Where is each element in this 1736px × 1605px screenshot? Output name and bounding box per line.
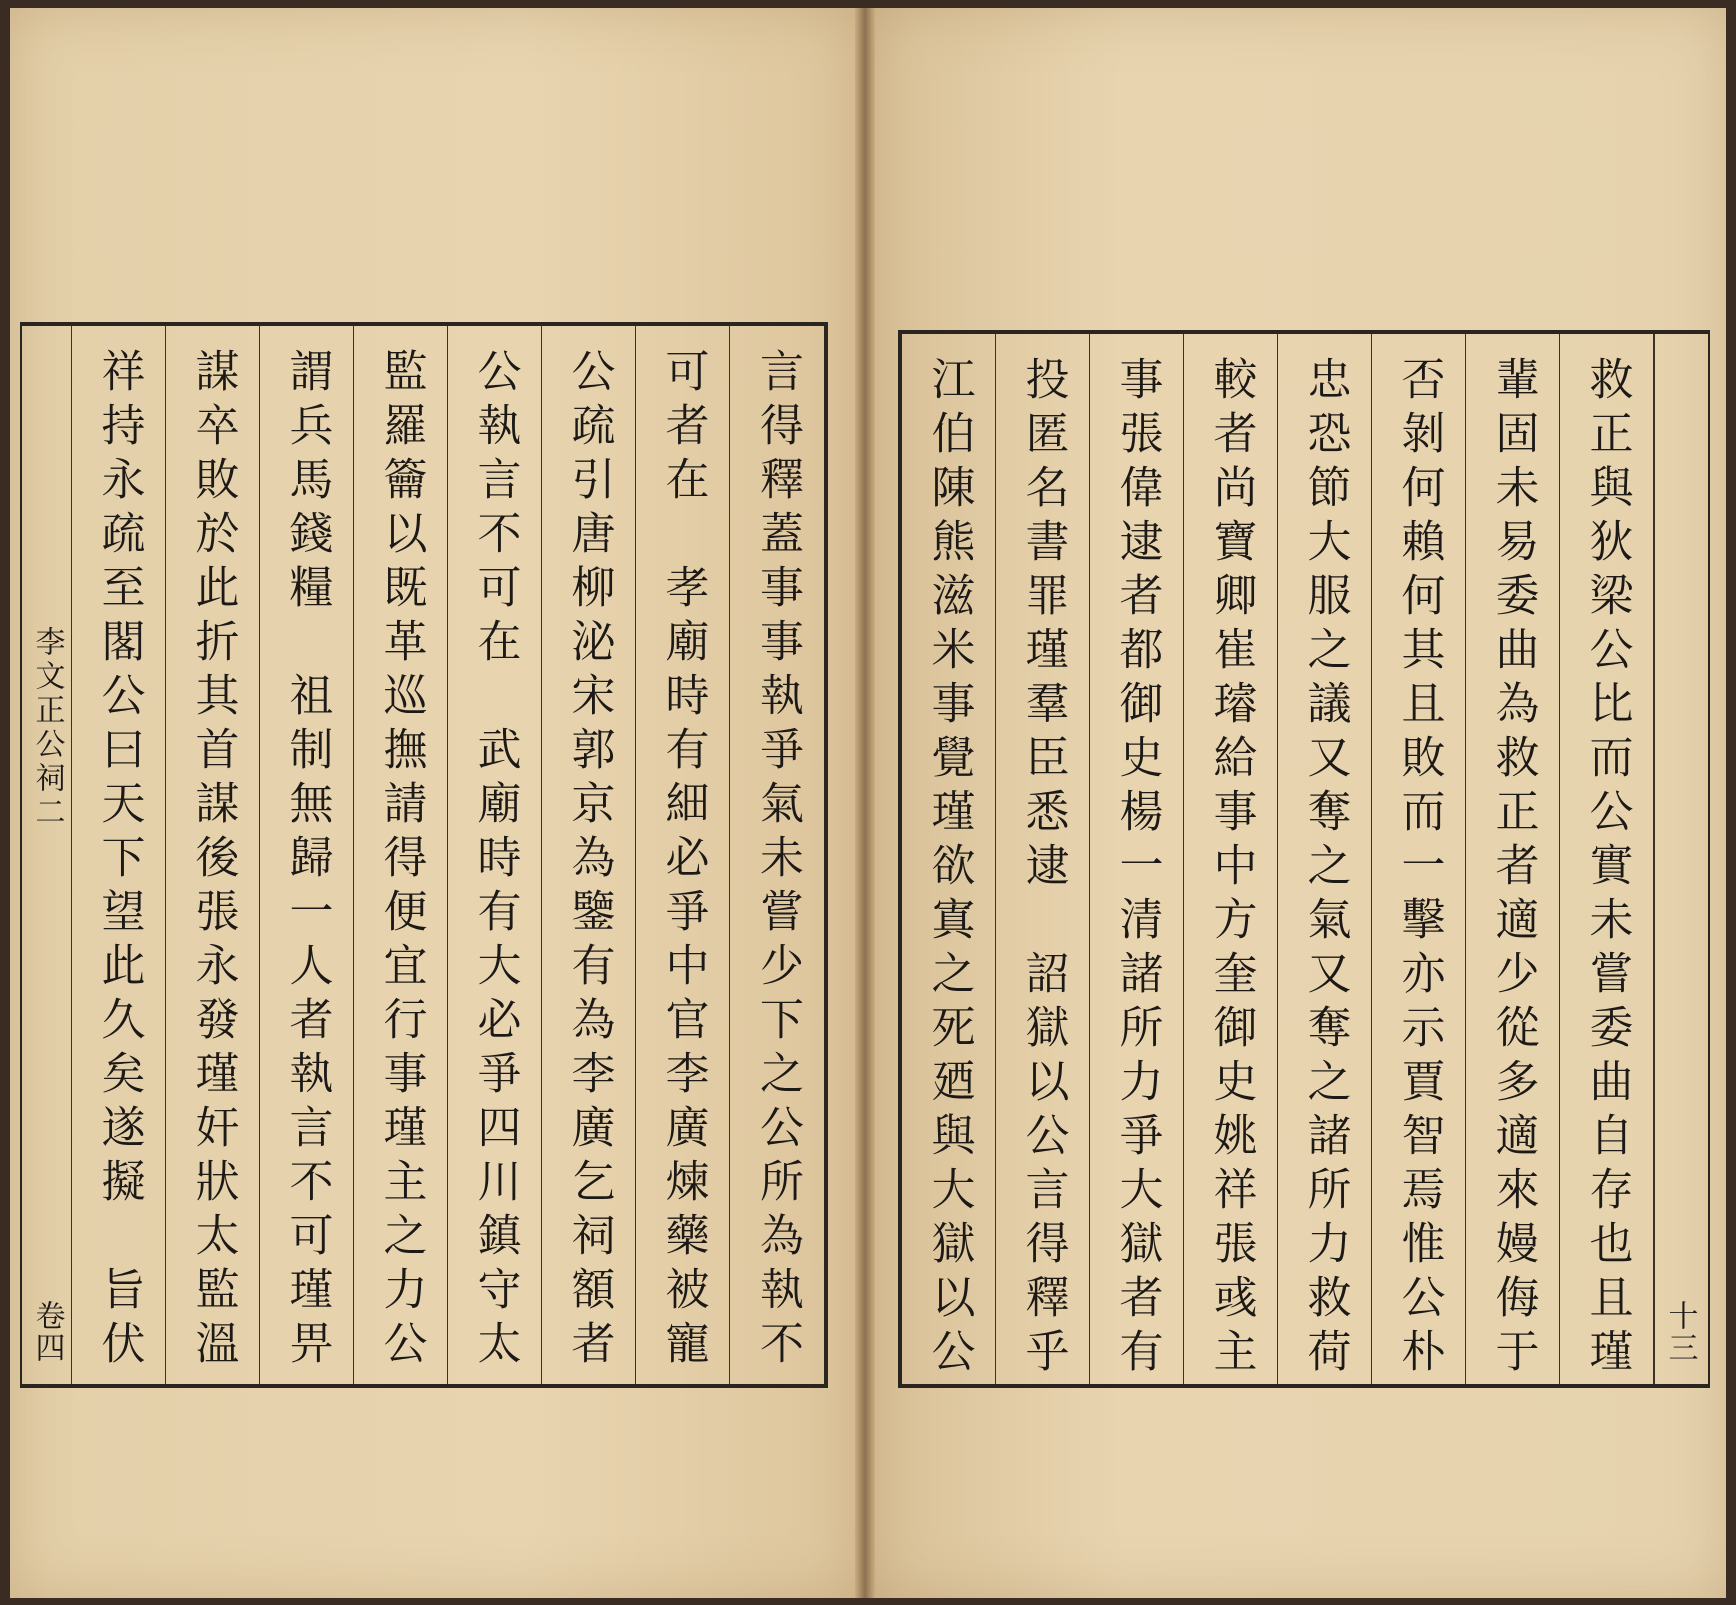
- banxin-folio: 十三: [1662, 1300, 1698, 1364]
- text-column: [1184, 334, 1278, 1384]
- right-text-frame: [898, 330, 1710, 1388]
- column-text: 公執言不可在 武廟時有大必爭四川鎮守太: [469, 348, 521, 1374]
- text-column: [354, 326, 448, 1384]
- text-column: [1278, 334, 1372, 1384]
- left-text-frame: [20, 322, 828, 1388]
- text-column: [72, 326, 166, 1384]
- column-text: 較者尚寶卿崔璿給事中方奎御史姚祥張彧主: [1205, 356, 1257, 1382]
- column-text: 否剝何賴何其且敗而一擊亦示賈智焉惟公朴: [1393, 356, 1445, 1382]
- column-text: 監羅籥以既革巡撫請得便宜行事瑾主之力公: [375, 348, 427, 1374]
- column-text: 公疏引唐柳泌宋郭京為鑒有為李廣乞祠額者: [563, 348, 615, 1374]
- column-text: 言得釋蓋事事執爭氣未嘗少下之公所為執不: [752, 348, 803, 1374]
- banxin-column: [22, 326, 72, 1384]
- text-column: [1090, 334, 1184, 1384]
- text-column: [730, 326, 824, 1384]
- column-text: 救正與狄梁公比而公實未嘗委曲自存也且瑾: [1581, 356, 1633, 1382]
- book-gutter: [855, 8, 875, 1598]
- banxin-juan: 卷四: [29, 1300, 65, 1364]
- column-text: 謂兵馬錢糧 祖制無歸一人者執言不可瑾畀: [281, 348, 333, 1374]
- text-column: [1372, 334, 1466, 1384]
- column-text: 事張偉逮者都御史楊一清諸所力爭大獄者有: [1111, 356, 1163, 1382]
- text-column: [1560, 334, 1654, 1384]
- column-text: 可者在 孝廟時有細必爭中官李廣煉藥被寵: [657, 348, 709, 1374]
- column-text: 謀卒敗於此折其首謀後張永發瑾奸狀太監溫: [187, 348, 239, 1374]
- text-column: [542, 326, 636, 1384]
- column-text: 投匿名書罪瑾羣臣悉逮 詔獄以公言得釋乎: [1017, 356, 1069, 1382]
- banxin-column: [1654, 334, 1704, 1384]
- text-column: [448, 326, 542, 1384]
- column-text: 祥持永疏至閣公曰天下望此久矣遂擬 旨伏: [93, 348, 145, 1374]
- text-column: [636, 326, 730, 1384]
- text-column: [260, 326, 354, 1384]
- text-column: [996, 334, 1090, 1384]
- text-column: [1466, 334, 1560, 1384]
- column-text: 忠恐節大服之議又奪之氣又奪之諸所力救荷: [1299, 356, 1351, 1382]
- text-column: [166, 326, 260, 1384]
- column-text: 輩固未易委曲為救正者適少從多適來嫚侮于: [1487, 356, 1539, 1382]
- banxin-title: 李文正公祠二: [29, 626, 65, 830]
- text-column: [902, 334, 996, 1384]
- column-text: 江伯陳熊滋米事覺瑾欲寘之死廼與大獄以公: [923, 356, 975, 1382]
